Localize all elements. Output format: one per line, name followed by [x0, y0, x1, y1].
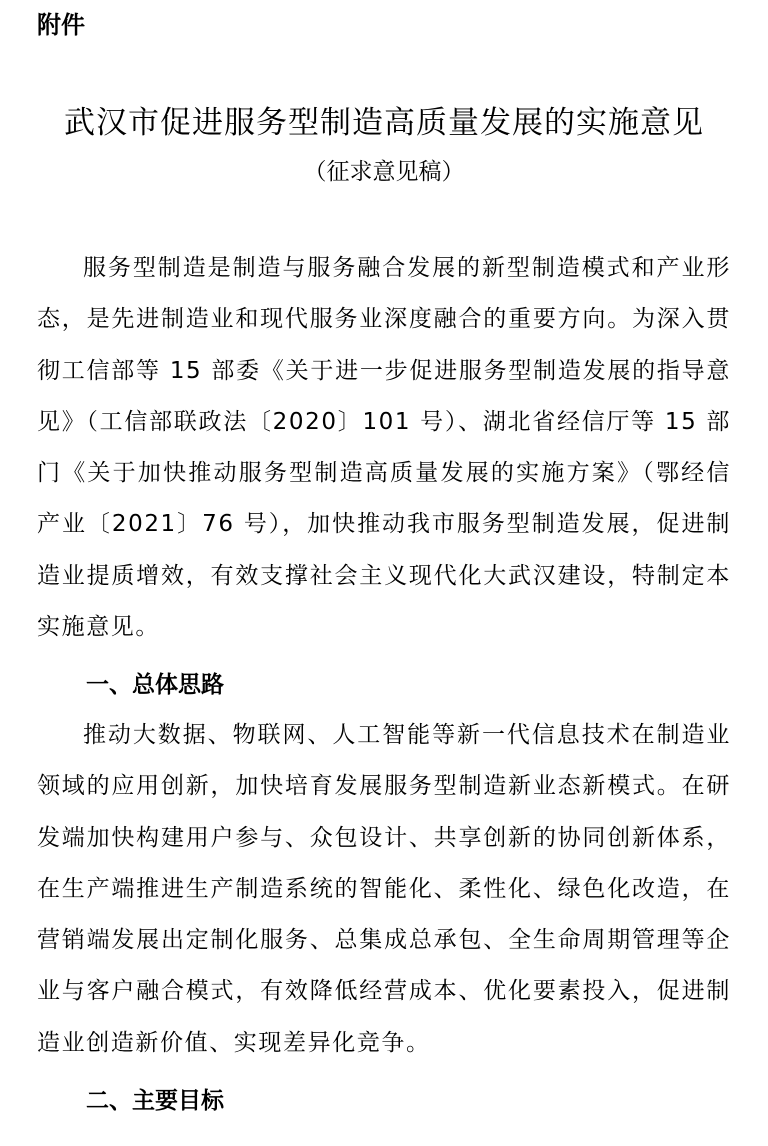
attachment-label: 附件 [37, 11, 85, 39]
section-heading-overall-approach: 一、总体思路 [86, 672, 224, 698]
section-heading-main-goals: 二、主要目标 [86, 1088, 224, 1114]
intro-paragraph: 服务型制造是制造与服务融合发展的新型制造模式和产业形态，是先进制造业和现代服务业深度融合的重要方向。为深入贯彻工信部等 15 部委《关于进一步促进服务型制造发展的指导意见》（工信部联政法〔2020〕101 号）、湖北省经信厅等 15 部门《关于加快推动服务型制造高质量发展的实施方案》（鄂经信产业〔2021〕76 号），加快推动我市服务型制造发展，促进制造业提质增效，有效支撑社会主义现代化大武汉建设，特制定本实施意见。 [37, 255, 731, 641]
overall-approach-paragraph: 推动大数据、物联网、人工智能等新一代信息技术在制造业领域的应用创新，加快培育发展服务型制造新业态新模式。在研发端加快构建用户参与、众包设计、共享创新的协同创新体系，在生产端推进生产制造系统的智能化、柔性化、绿色化改造，在营销端发展出定制化服务、总集成总承包、全生命周期管理等企业与客户融合模式，有效降低经营成本、优化要素投入，促进制造业创造新价值、实现差异化竞争。 [37, 722, 731, 1056]
document-subtitle: （征求意见稿） [303, 159, 465, 185]
document-title: 武汉市促进服务型制造高质量发展的实施意见 [64, 105, 704, 141]
